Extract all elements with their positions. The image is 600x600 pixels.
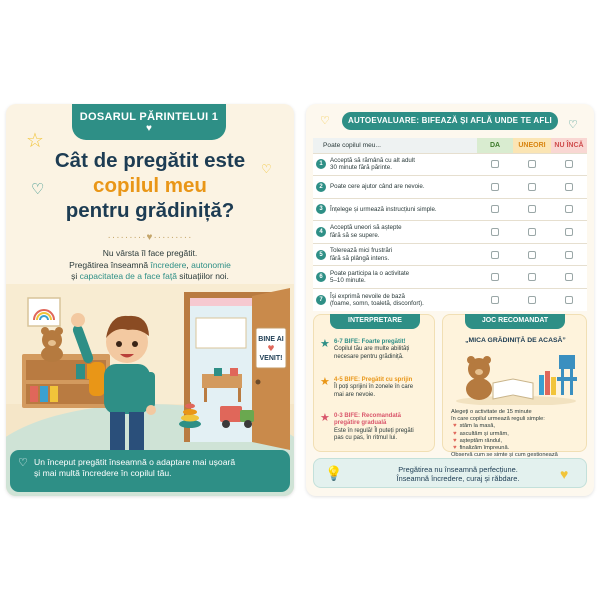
right-footer-line-2: Înseamnă încredere, curaj și răbdare. [396, 474, 520, 484]
right-footer-text [362, 465, 554, 483]
table-row [313, 153, 587, 176]
cell-da [477, 176, 513, 199]
checkbox-nu-inca[interactable] [565, 228, 573, 236]
intro-line-3 [26, 271, 274, 283]
interpretation-item [320, 339, 434, 361]
list-item [453, 445, 581, 452]
question-text [330, 157, 415, 172]
intro-line-1: Nu vârsta îl face pregătit. [102, 248, 198, 258]
question-line-2: 5–10 minute. [330, 277, 366, 285]
question-cell [313, 221, 477, 244]
heart-outline-icon: ♡ [31, 181, 45, 198]
heart-icon: ♥ [453, 423, 457, 430]
list-item [453, 431, 581, 438]
cell-nu-inca [551, 266, 587, 289]
interpretation-item [320, 377, 434, 399]
heart-icon: ♥ [453, 437, 457, 444]
heart-outline-icon: ♡ [261, 162, 272, 176]
question-cell [313, 243, 477, 266]
checkbox-da[interactable] [491, 228, 499, 236]
question-line-1: Poate cere ajutor când are nevoie. [330, 183, 425, 191]
question-cell [313, 266, 477, 289]
right-footer-line-1: Pregătirea nu înseamnă perfecțiune. [398, 465, 518, 474]
interpretation-item [320, 413, 434, 443]
question-line-2: 30 minute fără părinte. [330, 164, 392, 172]
cell-nu-inca [551, 221, 587, 244]
cell-da [477, 289, 513, 312]
checkbox-uneori[interactable] [528, 273, 536, 281]
checkbox-da[interactable] [491, 296, 499, 304]
game-intro-line-2: în care copilul urmează reguli simple: [451, 416, 545, 423]
checkbox-da[interactable] [491, 251, 499, 259]
game-outro-line-1: Observă cum se simte și cum gestionează [451, 452, 558, 459]
list-item [453, 438, 581, 445]
col-header-da: DA [477, 138, 513, 153]
question-number: 1 [316, 159, 326, 169]
dosar-tab-title: DOSARUL PĂRINTELUI 1 [79, 111, 219, 123]
question-row [316, 270, 477, 285]
heart-icon: ♥ [267, 344, 275, 353]
question-row [316, 247, 477, 262]
intro-text-part: situațiilor noi. [176, 271, 229, 281]
heart-icon: ♥ [146, 123, 152, 134]
question-line-1: Tolerează mici frustrări [330, 247, 393, 255]
heart-icon: ♥ [453, 445, 457, 452]
question-number: 5 [316, 250, 326, 260]
question-line-2: fără să plângă intens. [330, 254, 390, 262]
checkbox-da[interactable] [491, 183, 499, 191]
cell-uneori [513, 198, 551, 221]
question-number: 4 [316, 227, 326, 237]
heart-outline-icon: ♡ [568, 119, 578, 131]
game-rules-list [451, 423, 581, 452]
question-cell [313, 153, 477, 176]
interpretation-item-title: 4-5 BIFE: Pregătit cu sprijin [334, 377, 413, 383]
right-footer-banner [313, 458, 587, 488]
table-row [313, 176, 587, 199]
recommended-game-title: JOC RECOMANDAT [465, 314, 565, 329]
intro-text-part: Pregătirea înseamnă [69, 259, 151, 270]
game-rule: stăm la masă, [459, 423, 495, 430]
game-rule: ascultăm și urmăm, [459, 430, 509, 437]
cell-uneori [513, 221, 551, 244]
cell-da [477, 153, 513, 176]
question-text [330, 183, 425, 191]
intro-line-2 [26, 260, 274, 272]
checkbox-nu-inca[interactable] [565, 296, 573, 304]
checkbox-uneori[interactable] [528, 160, 536, 168]
keyword-capacitate: capacitatea de a face față [79, 271, 177, 281]
cell-da [477, 198, 513, 221]
question-cell [313, 176, 477, 199]
interpretation-box [313, 314, 435, 452]
question-number: 3 [316, 204, 326, 214]
star-icon: ☆ [26, 130, 44, 152]
table-row [313, 289, 587, 312]
left-footer-line-2: și mai multă încredere în copilul tău. [34, 468, 172, 478]
checkbox-nu-inca[interactable] [565, 205, 573, 213]
cell-uneori [513, 176, 551, 199]
rainbow-picture [28, 298, 60, 326]
title-line-1: Cât de pregătit este [54, 149, 246, 172]
table-row [313, 198, 587, 221]
checkbox-uneori[interactable] [528, 296, 536, 304]
question-text [330, 224, 402, 239]
question-line-1: Își exprimă nevoile de bază [330, 292, 405, 300]
checkbox-da[interactable] [491, 273, 499, 281]
lightbulb-icon: 💡 [325, 465, 343, 481]
question-line-1: Acceptă să rămână cu alt adult [330, 156, 415, 164]
question-text [330, 293, 424, 308]
self-assessment-header: AUTOEVALUARE: BIFEAZĂ ȘI AFLĂ UNDE TE AFLI [342, 112, 558, 130]
question-line-2: (foame, somn, toaletă, disconfort). [330, 300, 424, 308]
col-header-nu-inca: NU ÎNCĂ [551, 138, 587, 153]
cell-da [477, 221, 513, 244]
star-icon: ★ [320, 376, 330, 388]
door-sign-line-1: BINE AI [258, 336, 284, 343]
question-number: 6 [316, 272, 326, 282]
table-row [313, 243, 587, 266]
game-rule: așteptăm rândul, [459, 437, 502, 444]
game-intro-line-1: Alegeți o activitate de 15 minute [451, 409, 532, 415]
interpretation-item-desc: Copilul tău are multe abilități [334, 346, 410, 353]
left-footer-line-1: Un început pregătit înseamnă o adaptare mai ușoară [34, 457, 236, 467]
cell-da [477, 266, 513, 289]
cell-uneori [513, 153, 551, 176]
keyword-autonomie: autonomie [191, 259, 231, 270]
question-line-1: Înțelege și urmează instrucțiuni simple. [330, 205, 437, 213]
heart-outline-icon: ♡ [18, 457, 28, 469]
checkbox-nu-inca[interactable] [565, 251, 573, 259]
left-footer-banner [10, 450, 290, 492]
question-line-1: Acceptă uneori să aștepte [330, 224, 402, 232]
heart-icon: ♥ [560, 466, 569, 482]
interpretation-item-desc: Este în regulă! Îl puteți pregăti [334, 427, 414, 434]
question-text [330, 206, 437, 214]
interpretation-item-title: 0-3 BIFE: Recomandată [334, 413, 402, 419]
right-card [306, 104, 594, 496]
cell-uneori [513, 243, 551, 266]
checkbox-uneori[interactable] [528, 228, 536, 236]
checkbox-nu-inca[interactable] [565, 160, 573, 168]
recommended-game-box [442, 314, 587, 459]
question-row [316, 204, 477, 214]
checkbox-uneori[interactable] [528, 251, 536, 259]
cell-nu-inca [551, 153, 587, 176]
cell-da [477, 243, 513, 266]
left-card [6, 104, 294, 496]
cell-nu-inca [551, 243, 587, 266]
checkbox-da[interactable] [491, 205, 499, 213]
decorative-divider: ·········♥········· [107, 232, 193, 243]
question-cell [313, 289, 477, 312]
interpretation-item-title-2: pregătire graduală [334, 420, 387, 427]
interpretation-title: INTERPRETARE [330, 314, 420, 329]
checkbox-uneori[interactable] [528, 183, 536, 191]
interpretation-item-desc: necesare pentru grădiniță. [334, 353, 404, 360]
intro-text-part: și [71, 271, 80, 281]
question-number: 2 [316, 182, 326, 192]
door-sign-line-2: VENIT! [259, 355, 283, 362]
question-line-2: fără să se supere. [330, 232, 380, 240]
cell-nu-inca [551, 198, 587, 221]
table-row [313, 221, 587, 244]
interpretation-item-desc: pas cu pas, în ritmul lui. [334, 435, 398, 442]
teddy-bear [41, 327, 63, 362]
question-row [316, 293, 477, 308]
question-line-1: Poate participa la o activitate [330, 269, 410, 277]
teddy-with-book-illustration [453, 347, 579, 405]
table-row [313, 266, 587, 289]
checkbox-nu-inca[interactable] [565, 273, 573, 281]
dosar-tab [72, 104, 226, 140]
cell-nu-inca [551, 176, 587, 199]
cell-uneori [513, 289, 551, 312]
list-item [453, 423, 581, 430]
question-row [316, 157, 477, 172]
intro-text-part: , [186, 259, 192, 270]
interpretation-item-desc: Îl poți sprijini în zonele în care [334, 384, 414, 391]
checkbox-uneori[interactable] [528, 205, 536, 213]
question-text [330, 247, 392, 262]
page-title [16, 148, 284, 223]
interpretation-item-desc: mai are nevoie. [334, 391, 376, 398]
star-icon: ★ [320, 412, 330, 424]
cell-uneori [513, 266, 551, 289]
question-cell [313, 198, 477, 221]
interpretation-item-title: 6-7 BIFE: Foarte pregătit! [334, 339, 406, 345]
table-header-row [313, 138, 587, 153]
heart-outline-icon: ♡ [320, 115, 330, 127]
keyword-incredere: încredere [150, 259, 187, 270]
checkbox-da[interactable] [491, 160, 499, 168]
cell-nu-inca [551, 289, 587, 312]
intro-text [26, 248, 274, 283]
question-number: 7 [316, 295, 326, 305]
title-line-2: copilul meu [93, 174, 207, 197]
col-header-uneori: UNEORI [513, 138, 551, 153]
checkbox-nu-inca[interactable] [565, 183, 573, 191]
question-text [330, 270, 409, 285]
game-rule: finalizăm împreună. [459, 445, 510, 452]
self-assessment-table [313, 138, 587, 311]
question-row [316, 182, 477, 192]
question-column-header: Poate copilul meu... [313, 138, 477, 153]
game-name: „MICA GRĂDINIȚĂ DE ACASĂ” [465, 337, 566, 344]
heart-icon: ♥ [453, 430, 457, 437]
star-icon: ★ [320, 338, 330, 350]
title-line-3: pentru grădiniță? [65, 199, 235, 222]
question-row [316, 224, 477, 239]
